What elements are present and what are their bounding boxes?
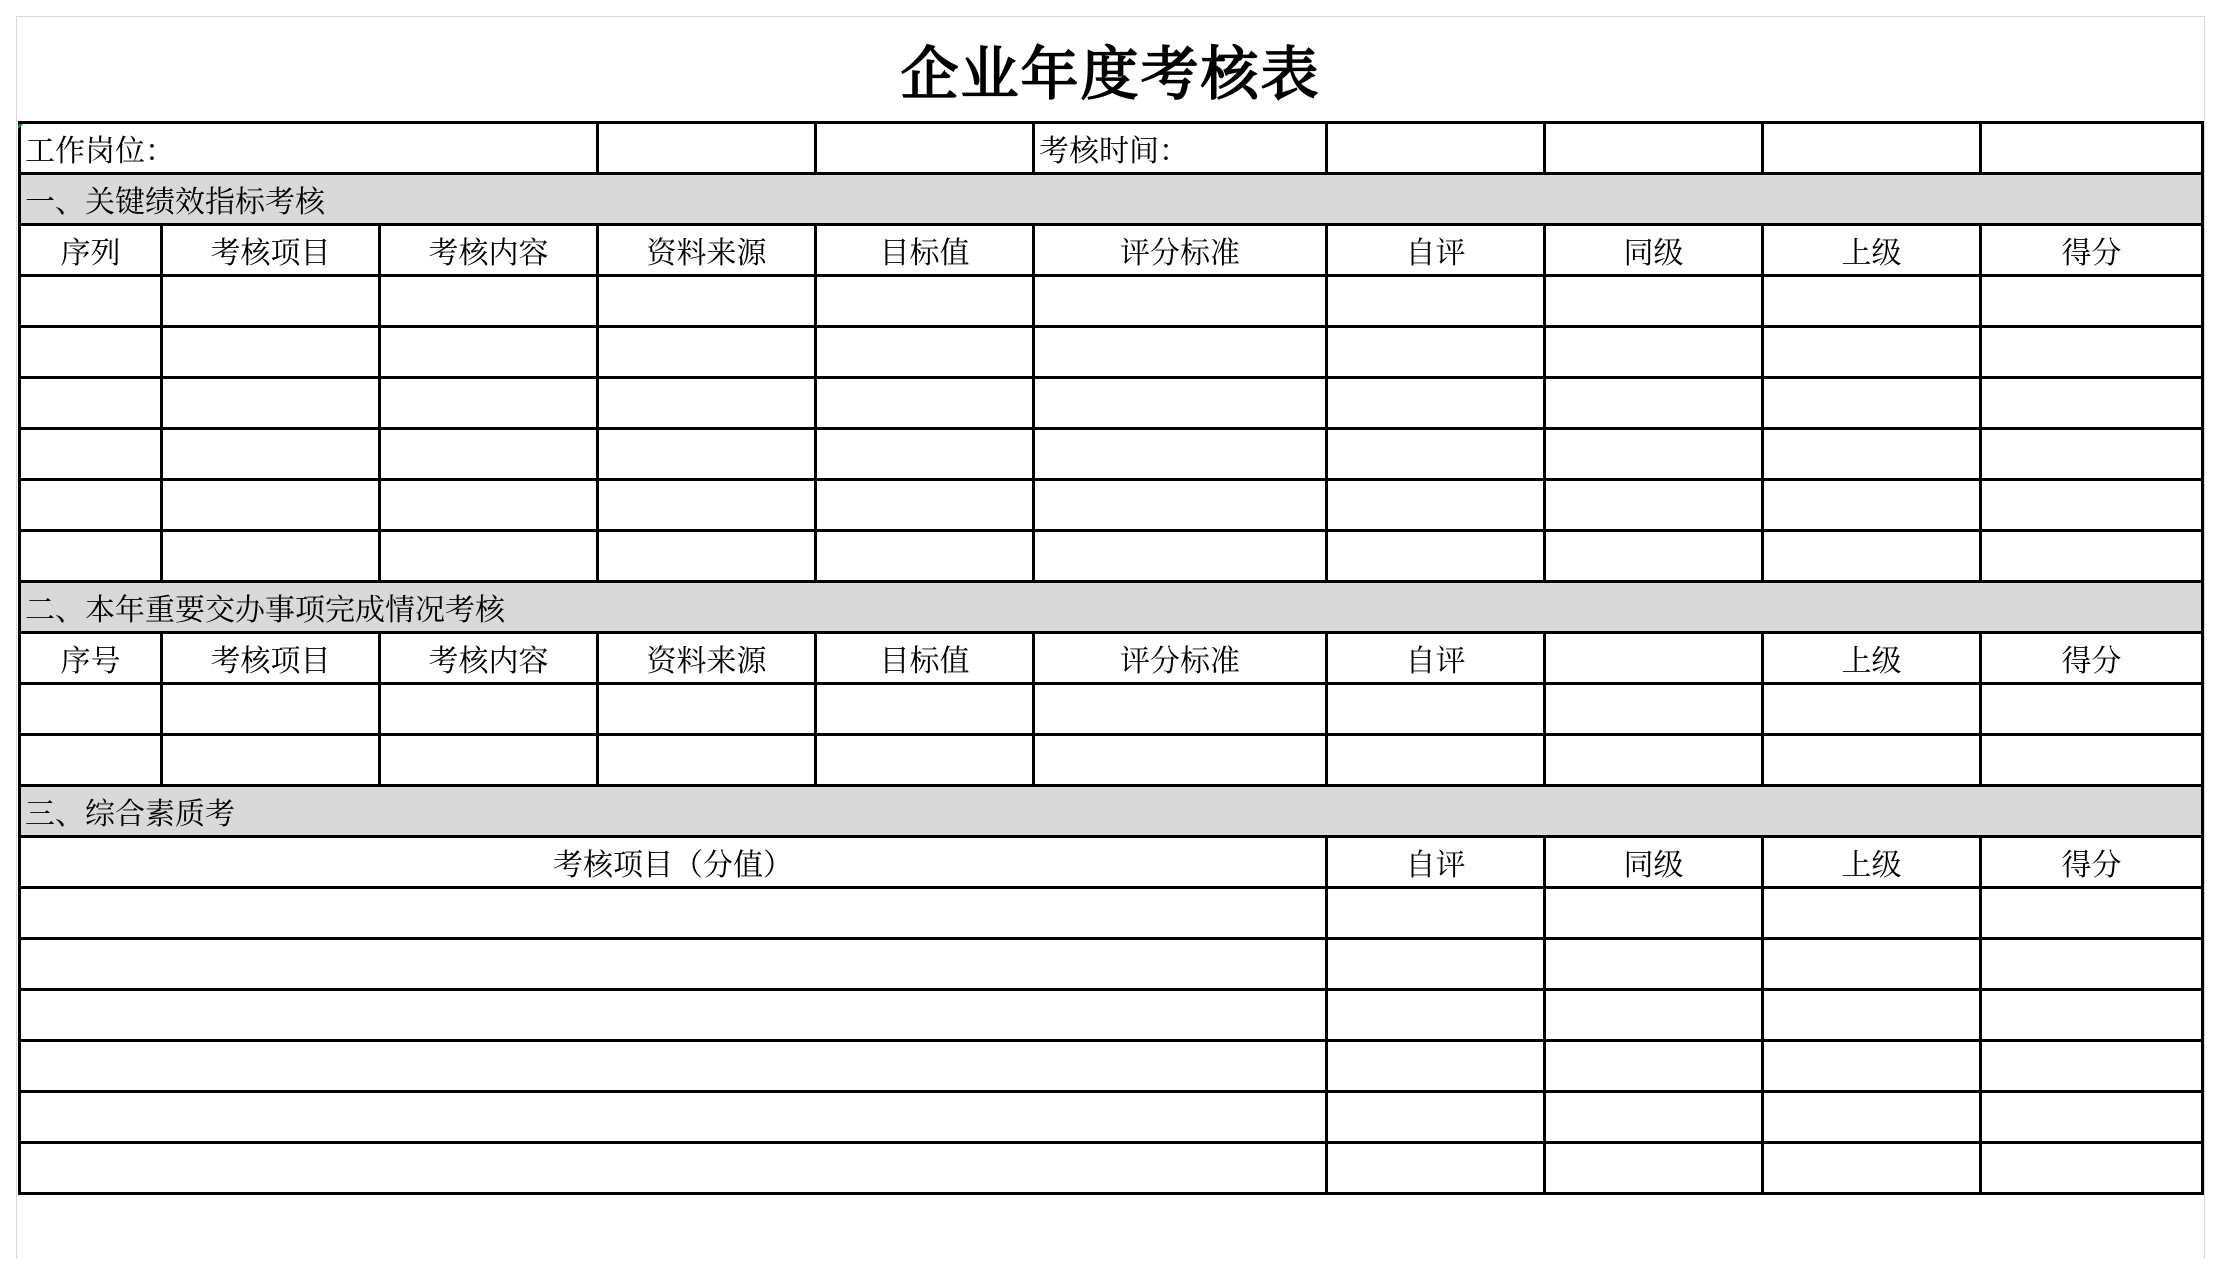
- table-row: [20, 990, 2203, 1041]
- table-cell[interactable]: [598, 327, 816, 378]
- table-cell[interactable]: [1545, 1143, 1763, 1194]
- table-cell[interactable]: [20, 939, 1327, 990]
- table-cell[interactable]: [1327, 531, 1545, 582]
- column-header[interactable]: 上级: [1763, 633, 1981, 684]
- position-label[interactable]: 工作岗位：: [20, 123, 598, 174]
- table-row: [20, 1041, 2203, 1092]
- position-value-cell[interactable]: [598, 123, 816, 174]
- info-row: [20, 123, 2203, 174]
- column-header[interactable]: 序列: [20, 225, 162, 276]
- page-title: 企业年度考核表: [900, 40, 1321, 108]
- table-cell[interactable]: [1545, 1092, 1763, 1143]
- table-cell[interactable]: [598, 378, 816, 429]
- table-cell[interactable]: [598, 276, 816, 327]
- table-cell[interactable]: [380, 531, 598, 582]
- active-cell-marker: [18, 124, 23, 129]
- table-cell[interactable]: [162, 531, 380, 582]
- column-header[interactable]: 考核内容: [380, 225, 598, 276]
- table-cell[interactable]: [1545, 735, 1763, 786]
- table-cell[interactable]: [20, 1143, 1327, 1194]
- table-cell[interactable]: [1981, 990, 2203, 1041]
- table-cell[interactable]: [20, 276, 162, 327]
- table-cell[interactable]: [1981, 1143, 2203, 1194]
- table-cell[interactable]: [1327, 888, 1545, 939]
- table-cell[interactable]: [598, 429, 816, 480]
- table-cell[interactable]: [380, 378, 598, 429]
- time-value-cell[interactable]: [1327, 123, 1545, 174]
- column-header[interactable]: 评分标准: [1034, 633, 1327, 684]
- table-cell[interactable]: [816, 480, 1034, 531]
- column-header[interactable]: 得分: [1981, 633, 2203, 684]
- table-cell[interactable]: [1327, 480, 1545, 531]
- table-cell[interactable]: [1981, 735, 2203, 786]
- table-cell[interactable]: [1763, 990, 1981, 1041]
- table-cell[interactable]: [1034, 531, 1327, 582]
- column-header[interactable]: 自评: [1327, 837, 1545, 888]
- table-cell[interactable]: [1545, 888, 1763, 939]
- table-cell[interactable]: [1981, 939, 2203, 990]
- column-header[interactable]: 序号: [20, 633, 162, 684]
- table-cell[interactable]: [162, 378, 380, 429]
- table-cell[interactable]: [380, 480, 598, 531]
- table-cell[interactable]: [20, 327, 162, 378]
- table-cell[interactable]: [1981, 1092, 2203, 1143]
- column-header[interactable]: 考核项目（分值）: [20, 837, 1327, 888]
- table-cell[interactable]: [1763, 378, 1981, 429]
- table-cell[interactable]: [1981, 480, 2203, 531]
- table-cell[interactable]: [20, 480, 162, 531]
- table-cell[interactable]: [20, 684, 162, 735]
- assessment-table: [18, 121, 2204, 1195]
- table-row: [20, 531, 2203, 582]
- table-cell[interactable]: [1981, 531, 2203, 582]
- table-cell[interactable]: [20, 888, 1327, 939]
- table-cell[interactable]: [1034, 378, 1327, 429]
- table-cell[interactable]: [20, 378, 162, 429]
- table-cell[interactable]: [1981, 429, 2203, 480]
- table-cell[interactable]: [380, 684, 598, 735]
- table-cell[interactable]: [1763, 276, 1981, 327]
- section-heading-row: [20, 174, 2203, 225]
- table-cell[interactable]: [380, 429, 598, 480]
- column-header[interactable]: 上级: [1763, 225, 1981, 276]
- time-value-cell[interactable]: [1545, 123, 1763, 174]
- table-cell[interactable]: [816, 531, 1034, 582]
- table-cell[interactable]: [1981, 684, 2203, 735]
- column-header[interactable]: 目标值: [816, 225, 1034, 276]
- column-header[interactable]: 目标值: [816, 633, 1034, 684]
- column-header[interactable]: 考核项目: [162, 633, 380, 684]
- table-cell[interactable]: [1981, 276, 2203, 327]
- table-cell[interactable]: [20, 1092, 1327, 1143]
- table-cell[interactable]: [380, 735, 598, 786]
- table-row: [20, 276, 2203, 327]
- column-header[interactable]: 自评: [1327, 633, 1545, 684]
- column-header[interactable]: 同级: [1545, 225, 1763, 276]
- table-cell[interactable]: [162, 276, 380, 327]
- time-label[interactable]: 考核时间：: [1034, 123, 1327, 174]
- table-cell[interactable]: [1763, 429, 1981, 480]
- table-cell[interactable]: [1327, 1092, 1545, 1143]
- table-cell[interactable]: [816, 378, 1034, 429]
- time-value-cell[interactable]: [1981, 123, 2203, 174]
- table-cell[interactable]: [1545, 684, 1763, 735]
- table-cell[interactable]: [1545, 990, 1763, 1041]
- column-header[interactable]: 得分: [1981, 225, 2203, 276]
- section2-heading[interactable]: 二、本年重要交办事项完成情况考核: [20, 582, 2203, 633]
- table-cell[interactable]: [598, 735, 816, 786]
- table-row: [20, 684, 2203, 735]
- column-header[interactable]: 得分: [1981, 837, 2203, 888]
- section1-header-row: [20, 225, 2203, 276]
- table-cell[interactable]: [1763, 735, 1981, 786]
- table-cell[interactable]: [598, 684, 816, 735]
- column-header[interactable]: 考核项目: [162, 225, 380, 276]
- column-header[interactable]: [1545, 633, 1763, 684]
- table-cell[interactable]: [380, 327, 598, 378]
- table-cell[interactable]: [1034, 480, 1327, 531]
- table-cell[interactable]: [816, 276, 1034, 327]
- table-cell[interactable]: [1327, 1143, 1545, 1194]
- table-cell[interactable]: [1545, 531, 1763, 582]
- table-cell[interactable]: [1327, 378, 1545, 429]
- column-header[interactable]: 上级: [1763, 837, 1981, 888]
- table-row: [20, 327, 2203, 378]
- table-cell[interactable]: [1327, 939, 1545, 990]
- section1-heading[interactable]: 一、关键绩效指标考核: [20, 174, 2203, 225]
- table-cell[interactable]: [20, 990, 1327, 1041]
- table-cell[interactable]: [1763, 684, 1981, 735]
- time-value-cell[interactable]: [1763, 123, 1981, 174]
- table-cell[interactable]: [20, 735, 162, 786]
- table-cell[interactable]: [1763, 1092, 1981, 1143]
- table-cell[interactable]: [20, 429, 162, 480]
- table-cell[interactable]: [816, 327, 1034, 378]
- spreadsheet-sheet: [16, 16, 2205, 1259]
- table-row: [20, 480, 2203, 531]
- table-cell[interactable]: [162, 480, 380, 531]
- column-header[interactable]: 评分标准: [1034, 225, 1327, 276]
- table-cell[interactable]: [598, 480, 816, 531]
- table-cell[interactable]: [1327, 327, 1545, 378]
- table-cell[interactable]: [162, 327, 380, 378]
- section2-header-row: [20, 633, 2203, 684]
- table-cell[interactable]: [162, 429, 380, 480]
- position-value-cell[interactable]: [816, 123, 1034, 174]
- table-cell[interactable]: [1034, 276, 1327, 327]
- table-cell[interactable]: [1327, 990, 1545, 1041]
- table-row: [20, 735, 2203, 786]
- column-header[interactable]: 资料来源: [598, 633, 816, 684]
- table-cell[interactable]: [1763, 888, 1981, 939]
- table-cell[interactable]: [1763, 531, 1981, 582]
- table-cell[interactable]: [1763, 1143, 1981, 1194]
- table-cell[interactable]: [816, 735, 1034, 786]
- table-cell[interactable]: [380, 276, 598, 327]
- table-cell[interactable]: [1327, 735, 1545, 786]
- table-cell[interactable]: [816, 429, 1034, 480]
- table-row: [20, 1143, 2203, 1194]
- table-cell[interactable]: [1545, 327, 1763, 378]
- table-cell[interactable]: [1034, 429, 1327, 480]
- table-cell[interactable]: [816, 684, 1034, 735]
- table-cell[interactable]: [1034, 327, 1327, 378]
- table-cell[interactable]: [162, 684, 380, 735]
- section3-header-row: [20, 837, 2203, 888]
- table-cell[interactable]: [1981, 1041, 2203, 1092]
- table-cell[interactable]: [1763, 480, 1981, 531]
- table-cell[interactable]: [1981, 327, 2203, 378]
- table-cell[interactable]: [1981, 888, 2203, 939]
- table-cell[interactable]: [1545, 276, 1763, 327]
- table-cell[interactable]: [20, 1041, 1327, 1092]
- table-cell[interactable]: [162, 735, 380, 786]
- table-cell[interactable]: [1034, 735, 1327, 786]
- table-cell[interactable]: [1545, 480, 1763, 531]
- table-cell[interactable]: [1763, 939, 1981, 990]
- table-cell[interactable]: [1327, 684, 1545, 735]
- table-row: [20, 1092, 2203, 1143]
- table-cell[interactable]: [1763, 1041, 1981, 1092]
- table-cell[interactable]: [1327, 1041, 1545, 1092]
- column-header[interactable]: 考核内容: [380, 633, 598, 684]
- column-header[interactable]: 同级: [1545, 837, 1763, 888]
- table-cell[interactable]: [598, 531, 816, 582]
- table-row: [20, 378, 2203, 429]
- table-cell[interactable]: [20, 531, 162, 582]
- section3-heading[interactable]: 三、综合素质考: [20, 786, 2203, 837]
- table-row: [20, 888, 2203, 939]
- column-header[interactable]: 自评: [1327, 225, 1545, 276]
- table-row: [20, 939, 2203, 990]
- table-cell[interactable]: [1034, 684, 1327, 735]
- table-cell[interactable]: [1545, 378, 1763, 429]
- table-cell[interactable]: [1545, 939, 1763, 990]
- table-cell[interactable]: [1327, 276, 1545, 327]
- table-cell[interactable]: [1545, 429, 1763, 480]
- section-heading-row: [20, 786, 2203, 837]
- table-cell[interactable]: [1327, 429, 1545, 480]
- column-header[interactable]: 资料来源: [598, 225, 816, 276]
- table-cell[interactable]: [1545, 1041, 1763, 1092]
- section-heading-row: [20, 582, 2203, 633]
- table-row: [20, 429, 2203, 480]
- table-cell[interactable]: [1763, 327, 1981, 378]
- table-cell[interactable]: [1981, 378, 2203, 429]
